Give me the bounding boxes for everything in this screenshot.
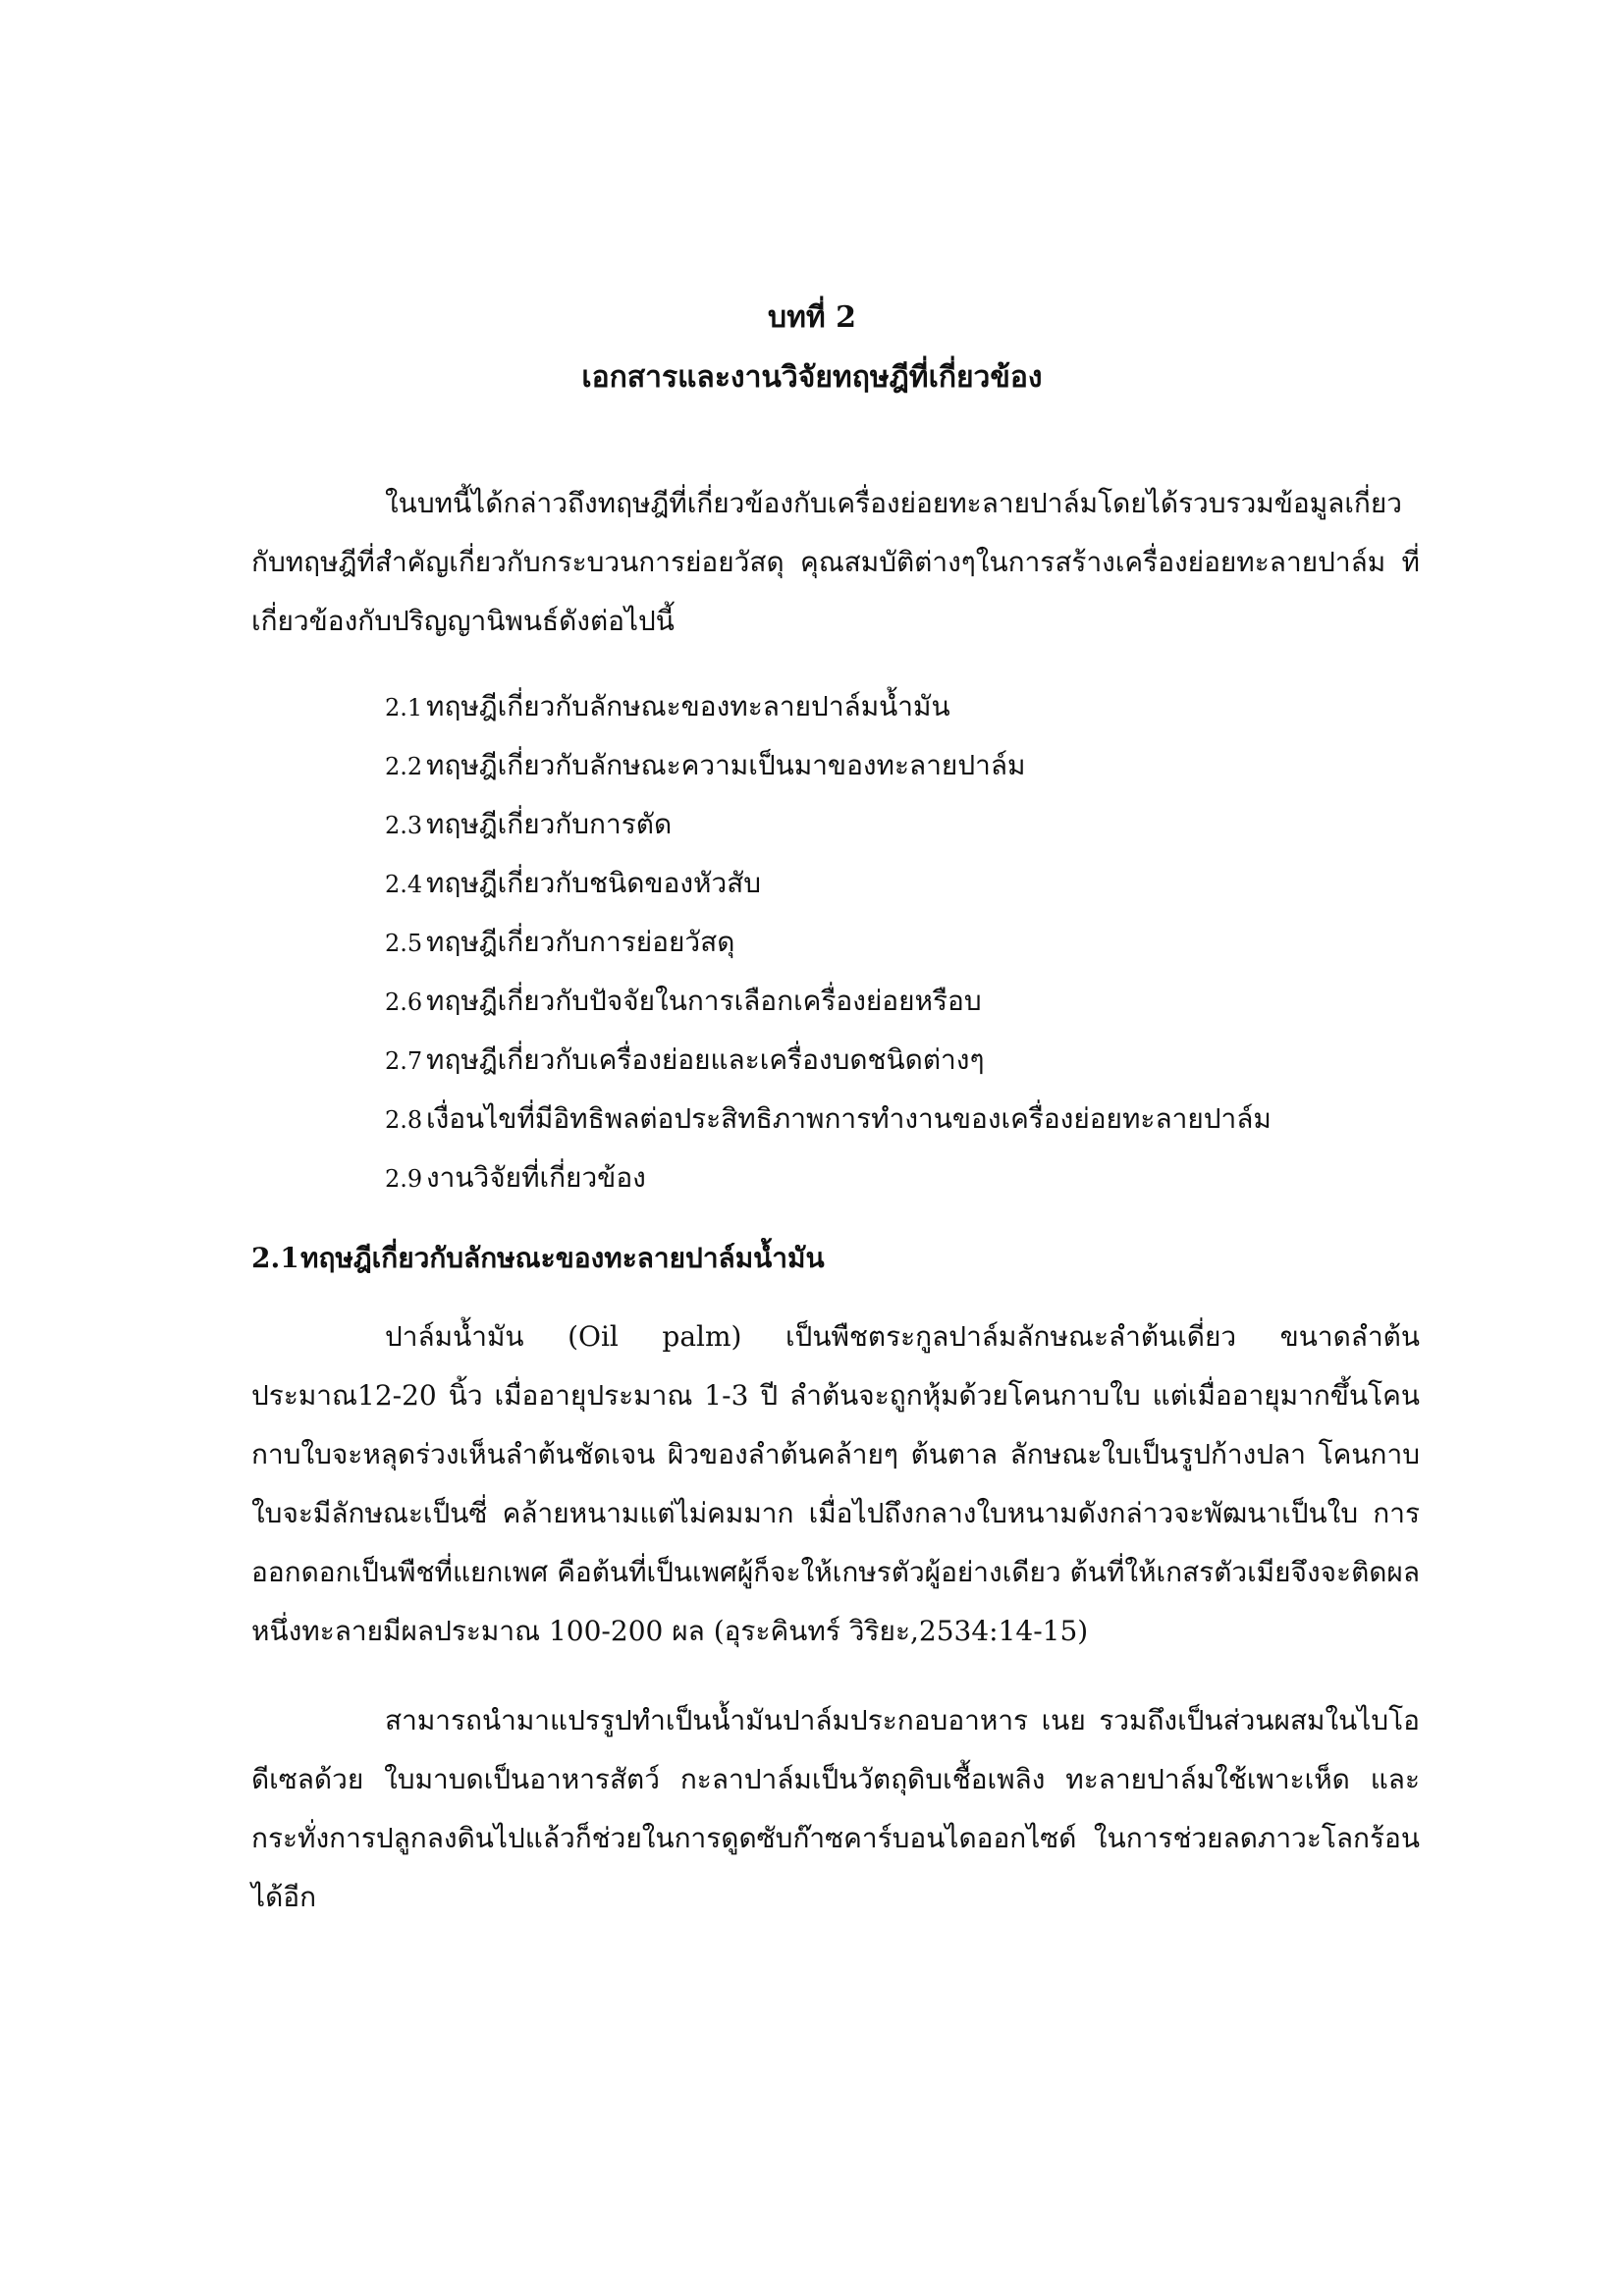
intro-paragraph-text: ในบทนี้ได้กล่าวถึงทฤษฎีที่เกี่ยวข้องกับเครื่องย่อยทะลายปาล์มโดยได้รวบรวมข้อมูลเกี่ยวกับทฤษฎีที่สำคัญเกี่ยวกับกระบวนการย่อยวัสดุ คุณสมบัติต่างๆในการสร้างเครื่องย่อยทะลายปาล์ม ที่เกี่ยวข้องกับปริญญานิพนธ์ดังต่อไปนี้ bbox=[251, 487, 1420, 637]
list-item-number: 2.6 bbox=[385, 988, 423, 1016]
list-item-number: 2.7 bbox=[385, 1047, 423, 1075]
list-item bbox=[385, 1148, 1426, 1207]
section-paragraph-1-text: ปาล์มน้ำมัน (Oil palm) เป็นพืชตระกูลปาล์มลักษณะลำต้นเดี่ยว ขนาดลำต้นประมาณ12-20 นิ้ว เมื่ออายุประมาณ 1-3 ปี ลำต้นจะถูกหุ้มด้วยโคนกาบใบ แต่เมื่ออายุมากขึ้นโคนกาบใบจะหลุดร่วงเห็นลำต้นชัดเจน ผิวของลำต้นคล้ายๆ ต้นตาล ลักษณะใบเป็นรูปก้างปลา โคนกาบใบจะมีลักษณะเป็นซี่ คล้ายหนามแต่ไม่คมมาก เมื่อไปถึงกลางใบหนามดังกล่าวจะพัฒนาเป็นใบ การออกดอกเป็นพืชที่แยกเพศ คือต้นที่เป็นเพศผู้ก็จะให้เกษรตัวผู้อย่างเดียว ต้นที่ให้เกสรตัวเมียจึงจะติดผลหนึ่งทะลายมีผลประมาณ 100-200 ผล (อุระคินทร์ วิริยะ,2534:14-15) bbox=[251, 1320, 1420, 1647]
section-heading-title: ทฤษฎีเกี่ยวกับลักษณะของทะลายปาล์มน้ำมัน bbox=[300, 1242, 825, 1274]
list-item-text: งานวิจัยที่เกี่ยวข้อง bbox=[426, 1161, 646, 1194]
list-item-number: 2.8 bbox=[385, 1106, 423, 1134]
section-heading bbox=[251, 1239, 825, 1278]
list-item-number: 2.2 bbox=[385, 753, 423, 780]
list-item bbox=[385, 972, 1426, 1031]
list-item-number: 2.9 bbox=[385, 1165, 423, 1193]
list-item bbox=[385, 677, 1426, 736]
list-item bbox=[385, 1090, 1426, 1148]
intro-paragraph bbox=[251, 474, 1420, 651]
section-paragraph-2-text: สามารถนำมาแปรรูปทำเป็นน้ำมันปาล์มประกอบอาหาร เนย รวมถึงเป็นส่วนผสมในไบโอดีเซลด้วย ใบมาบดเป็นอาหารสัตว์ กะลาปาล์มเป็นวัตถุดิบเชื้อเพลิง ทะลายปาล์มใช้เพาะเห็ด และกระทั่งการปลูกลงดินไปแล้วก็ช่วยในการดูดซับก๊าซคาร์บอนไดออกไซด์ ในการช่วยลดภาวะโลกร้อนได้อีก bbox=[251, 1704, 1420, 1913]
section-paragraph-1 bbox=[251, 1308, 1420, 1661]
list-item-text: ทฤษฎีเกี่ยวกับลักษณะความเป็นมาของทะลายปาล์ม bbox=[426, 749, 1026, 781]
list-item bbox=[385, 736, 1426, 795]
list-item bbox=[385, 913, 1426, 972]
chapter-title: เอกสารและงานวิจัยทฤษฎีที่เกี่ยวข้อง bbox=[581, 360, 1043, 395]
list-item-number: 2.3 bbox=[385, 812, 423, 839]
list-item-text: ทฤษฎีเกี่ยวกับลักษณะของทะลายปาล์มน้ำมัน bbox=[426, 690, 950, 722]
list-item bbox=[385, 854, 1426, 913]
list-item-text: ทฤษฎีเกี่ยวกับการย่อยวัสดุ bbox=[426, 926, 735, 958]
list-item-number: 2.5 bbox=[385, 930, 423, 957]
section-paragraph-2 bbox=[251, 1691, 1420, 1927]
list-item-number: 2.1 bbox=[385, 694, 423, 721]
list-item bbox=[385, 1031, 1426, 1090]
list-item bbox=[385, 795, 1426, 854]
list-item-text: เงื่อนไขที่มีอิทธิพลต่อประสิทธิภาพการทำงานของเครื่องย่อยทะลายปาล์ม bbox=[426, 1102, 1272, 1135]
list-item-text: ทฤษฎีเกี่ยวกับปัจจัยในการเลือกเครื่องย่อยหรือบ bbox=[426, 985, 982, 1017]
chapter-number: บทที่ 2 bbox=[768, 300, 856, 335]
list-item-number: 2.4 bbox=[385, 871, 423, 898]
list-item-text: ทฤษฎีเกี่ยวกับชนิดของหัวสับ bbox=[426, 867, 762, 899]
list-item-text: ทฤษฎีเกี่ยวกับการตัด bbox=[426, 808, 673, 840]
section-heading-number: 2.1 bbox=[251, 1242, 299, 1274]
section-list bbox=[385, 677, 1426, 1207]
list-item-text: ทฤษฎีเกี่ยวกับเครื่องย่อยและเครื่องบดชนิดต่างๆ bbox=[426, 1043, 985, 1076]
